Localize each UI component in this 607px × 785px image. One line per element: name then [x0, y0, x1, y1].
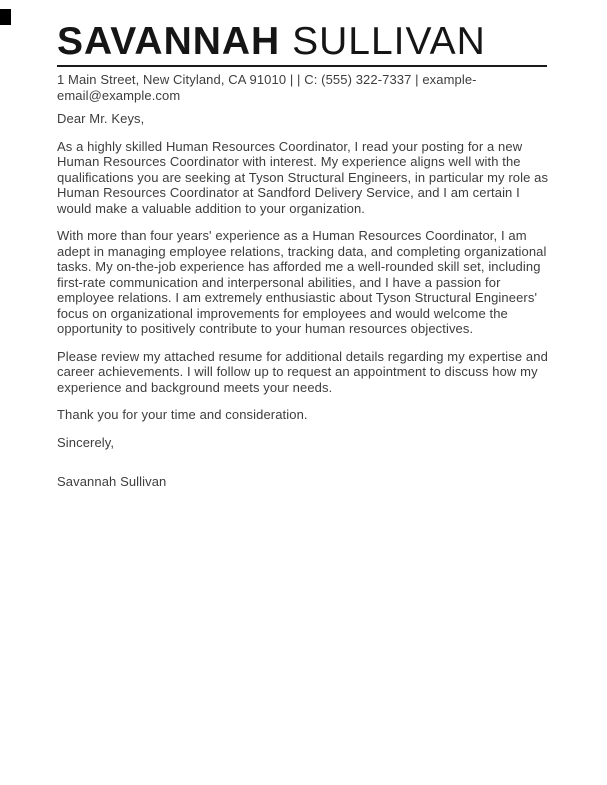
thank-you-line: Thank you for your time and consideration.: [57, 407, 308, 422]
candidate-last-name: SULLIVAN: [292, 20, 486, 63]
paragraph-2: With more than four years' experience as a Human Resources Coordinator, I am adept in managing employee relations, tracking data, and completing organizational tasks. My on-the-job experience has afforded me a well-rounded skill set, including first-rate communication and interpersonal abilities, and I have a passion for employee relations. I am extremely enthusiastic about Tyson Structural Engineers' focus on organizational improvements for employees and would welcome the opportunity to positively contribute to your human resources objectives.: [57, 228, 547, 336]
header-divider: [57, 65, 547, 67]
letter-header: [57, 22, 552, 103]
scan-artifact-mark: [0, 9, 11, 25]
signature-name: Savannah Sullivan: [57, 474, 167, 489]
greeting: Dear Mr. Keys,: [57, 111, 145, 126]
contact-info: 1 Main Street, New Cityland, CA 91010 | | C: (555) 322-7337 | example-email@example.com: [57, 72, 477, 103]
closing: Sincerely,: [57, 434, 115, 450]
candidate-first-name: SAVANNAH: [57, 20, 281, 63]
candidate-name: [57, 22, 552, 61]
letter-body: [57, 111, 552, 490]
paragraph-3: Please review my attached resume for additional details regarding my expertise and career achievements. I will follow up to request an appointment to discuss how my experience and background meets your needs.: [57, 348, 548, 395]
paragraph-1: As a highly skilled Human Resources Coordinator, I read your posting for a new Human Resources Coordinator with interest. My experience aligns well with the qualifications you are seeking at Tyson Structural Engineers, in particular my role as Human Resources Coordinator at Sandford Delivery Service, and I am certain I would make a valuable addition to your organization.: [57, 138, 549, 216]
